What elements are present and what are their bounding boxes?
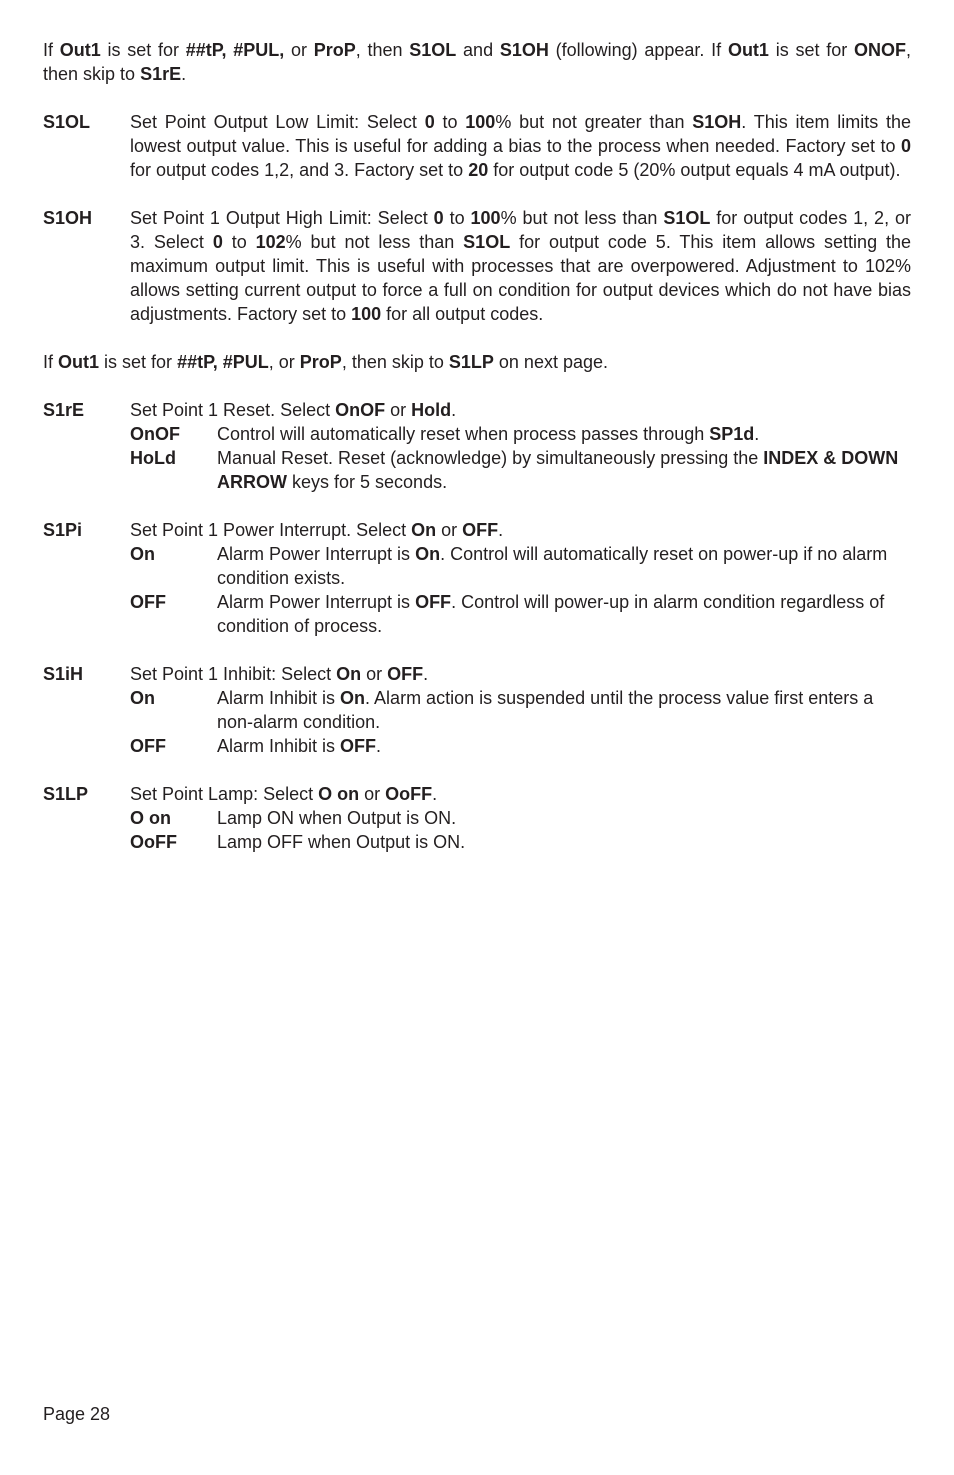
text: Set Point 1 Output High Limit: Select xyxy=(130,208,434,228)
option-text xyxy=(217,542,911,590)
text: on next page. xyxy=(493,352,608,372)
option-ref: O on xyxy=(318,784,360,804)
page-number: Page 28 xyxy=(43,1404,111,1424)
option-code: OnOF xyxy=(130,424,180,444)
param-ref: S1OL xyxy=(463,232,511,252)
param-code: S1LP xyxy=(43,784,89,804)
param-ref: S1rE xyxy=(140,64,182,84)
option-text: Lamp ON when Output is ON. xyxy=(217,808,457,828)
text: for all output codes. xyxy=(381,304,544,324)
text: to xyxy=(434,112,466,132)
text: . xyxy=(498,520,504,540)
param-description xyxy=(130,206,911,326)
entry-s1oh xyxy=(43,206,911,326)
option-row xyxy=(130,806,911,830)
text: (following) appear. If xyxy=(548,40,728,60)
text: Manual Reset. Reset (acknowledge) by simultaneously pressing the xyxy=(217,448,764,468)
text: Alarm Inhibit is xyxy=(217,688,341,708)
text: for output code 5 (20% output equals 4 mA output). xyxy=(488,160,901,180)
option-code: On xyxy=(130,688,155,708)
text: . Alarm action is suspended until the process value first enters a non-alarm condition. xyxy=(217,688,874,732)
param-ref: ##tP, #PUL, xyxy=(185,40,285,60)
option-ref: OnOF xyxy=(335,400,386,420)
value: 102 xyxy=(255,232,286,252)
entry-s1re xyxy=(43,398,911,494)
document-page xyxy=(43,38,911,878)
option-ref: On xyxy=(340,688,366,708)
option-ref: OFF xyxy=(387,664,424,684)
param-ref: ProP xyxy=(299,352,342,372)
text: for output codes 1, 2, or 3. Select xyxy=(130,208,911,252)
text: . Control will automatically reset on power-up if no alarm condition exists. xyxy=(217,544,888,588)
text: Control will automatically reset when process passes through xyxy=(217,424,710,444)
param-code: S1rE xyxy=(43,400,85,420)
option-ref: OoFF xyxy=(385,784,433,804)
value: 100 xyxy=(465,112,496,132)
text: for output code 5. This item allows setting the maximum output limit. This is useful with processes that are overpowered. Adjustment to 102% allows setting current output to force a full on condition for output devices which do not have bias adjustments. Factory set to xyxy=(130,232,911,324)
text: is set for xyxy=(99,352,178,372)
text: , then skip to xyxy=(341,352,449,372)
option-code: HoLd xyxy=(130,448,176,468)
entry-s1lp xyxy=(43,782,911,854)
text: Alarm Power Interrupt is xyxy=(217,544,416,564)
text: is set for xyxy=(100,40,186,60)
option-row xyxy=(130,422,911,446)
text: is set for xyxy=(768,40,854,60)
text: . xyxy=(432,784,438,804)
option-row xyxy=(130,590,911,638)
option-ref: On xyxy=(411,520,437,540)
key-ref: INDEX & DOWN ARROW xyxy=(217,448,899,492)
option-ref: On xyxy=(415,544,441,564)
text: or xyxy=(385,400,412,420)
param-description xyxy=(130,782,911,854)
text: Set Point 1 Reset. Select xyxy=(130,400,336,420)
param-ref: ##tP, #PUL xyxy=(177,352,269,372)
text: . xyxy=(376,736,382,756)
option-ref: OFF xyxy=(462,520,499,540)
param-ref: Out1 xyxy=(59,40,101,60)
text: , or xyxy=(268,352,300,372)
text: or xyxy=(359,784,386,804)
option-text xyxy=(217,446,911,494)
param-ref: ProP xyxy=(313,40,356,60)
value: 100 xyxy=(470,208,501,228)
option-code: OFF xyxy=(130,592,166,612)
text: for output codes 1,2, and 3. Factory set to xyxy=(130,160,469,180)
text: . xyxy=(423,664,429,684)
text: , then xyxy=(355,40,410,60)
skip-paragraph xyxy=(43,350,911,374)
entry-s1ol xyxy=(43,110,911,182)
option-text: Lamp OFF when Output is ON. xyxy=(217,832,466,852)
option-ref: Hold xyxy=(411,400,452,420)
text: to xyxy=(443,208,471,228)
param-ref: S1LP xyxy=(448,352,494,372)
text: Set Point Lamp: Select xyxy=(130,784,319,804)
text: . This item limits the lowest output value. This is useful for adding a bias to the process when needed. Factory set to xyxy=(130,112,912,156)
text: . xyxy=(451,400,457,420)
param-ref: Out1 xyxy=(58,352,100,372)
param-ref: S1OH xyxy=(692,112,742,132)
text: , then skip to xyxy=(43,40,911,84)
option-row xyxy=(130,542,911,590)
text: % but not less than xyxy=(500,208,664,228)
param-code: S1OL xyxy=(43,112,91,132)
option-code: OoFF xyxy=(130,832,177,852)
param-description xyxy=(130,518,911,638)
param-ref: S1OH xyxy=(499,40,549,60)
option-row xyxy=(130,446,911,494)
value: 20 xyxy=(468,160,489,180)
text: . xyxy=(754,424,760,444)
text: or xyxy=(361,664,388,684)
option-ref: OFF xyxy=(340,736,377,756)
option-text xyxy=(217,734,911,758)
entry-s1pi xyxy=(43,518,911,638)
option-text xyxy=(217,590,911,638)
text: Set Point 1 Power Interrupt. Select xyxy=(130,520,412,540)
option-row xyxy=(130,830,911,854)
option-row xyxy=(130,686,911,734)
param-description xyxy=(130,662,911,758)
param-code: S1iH xyxy=(43,664,84,684)
text: . Control will power-up in alarm condition regardless of condition of process. xyxy=(217,592,885,636)
text: % but not greater than xyxy=(495,112,693,132)
value: 0 xyxy=(424,112,435,132)
text: Alarm Power Interrupt is xyxy=(217,592,416,612)
text: to xyxy=(222,232,256,252)
entry-s1ih xyxy=(43,662,911,758)
text: keys for 5 seconds. xyxy=(287,472,448,492)
param-ref: SP1d xyxy=(709,424,755,444)
value: 0 xyxy=(900,136,911,156)
text: If xyxy=(43,40,60,60)
option-text xyxy=(217,686,911,734)
option-ref: OFF xyxy=(415,592,452,612)
value: 0 xyxy=(433,208,444,228)
option-text xyxy=(217,422,911,446)
text: and xyxy=(456,40,500,60)
intro-paragraph xyxy=(43,38,911,86)
value: 0 xyxy=(212,232,223,252)
text: If xyxy=(43,352,59,372)
param-code: S1Pi xyxy=(43,520,83,540)
option-code: O on xyxy=(130,808,171,828)
text: . xyxy=(181,64,187,84)
param-ref: ONOF xyxy=(853,40,906,60)
option-row xyxy=(130,734,911,758)
param-ref: Out1 xyxy=(727,40,769,60)
text: Alarm Inhibit is xyxy=(217,736,341,756)
param-description xyxy=(130,398,911,494)
text: or xyxy=(284,40,314,60)
param-ref: S1OL xyxy=(409,40,457,60)
option-ref: On xyxy=(336,664,362,684)
param-code: S1OH xyxy=(43,208,93,228)
value: 100 xyxy=(351,304,382,324)
text: Set Point Output Low Limit: Select xyxy=(130,112,425,132)
param-description xyxy=(130,110,911,182)
text: or xyxy=(436,520,463,540)
option-code: OFF xyxy=(130,736,166,756)
param-ref: S1OL xyxy=(663,208,711,228)
text: % but not less than xyxy=(285,232,464,252)
text: Set Point 1 Inhibit: Select xyxy=(130,664,337,684)
option-code: On xyxy=(130,544,155,564)
